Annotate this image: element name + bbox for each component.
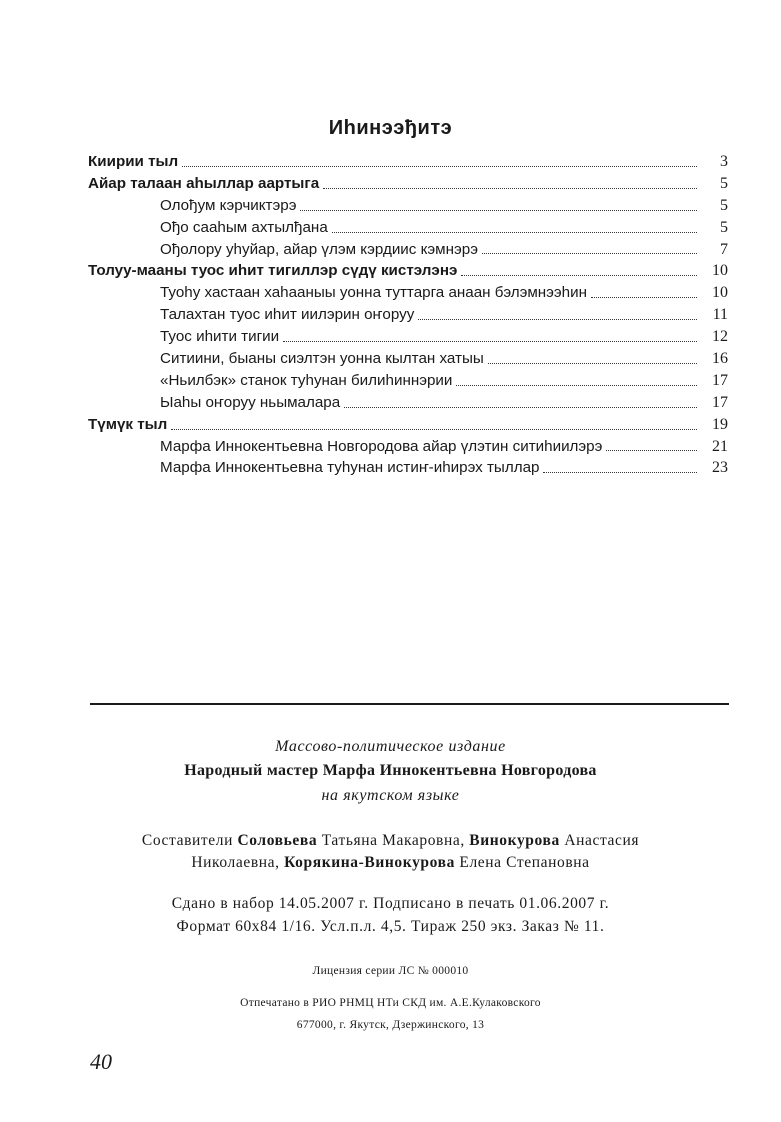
address-line: 677000, г. Якутск, Дзержинского, 13	[296, 1019, 485, 1031]
toc-entry-page: 10	[712, 284, 728, 302]
compiler-2-names: Анастасия	[564, 832, 640, 849]
printer-line: Отпечатано в РИО РНМЦ НТи СКД им. А.Е.Кулаковского	[240, 997, 541, 1009]
compiler-2-surname: Винокурова	[469, 832, 560, 849]
toc-entry-page: 17	[712, 371, 728, 389]
toc-entry-page: 3	[720, 153, 728, 170]
toc-entry-label: Туос иhити тигии	[160, 328, 280, 346]
toc-entry	[88, 219, 728, 241]
toc-entry-label: Түмүк тыл	[88, 415, 168, 433]
toc-entry	[88, 459, 728, 481]
page-number: 40	[90, 1049, 112, 1074]
toc-entry	[88, 306, 728, 328]
separator-rule	[90, 703, 729, 705]
edition-type: Массово-политическое издание	[275, 738, 506, 755]
toc-entry-label: Ыаhы оҥоруу ньымалара	[160, 393, 341, 411]
toc-dot-leader	[344, 406, 697, 408]
table-of-contents	[88, 153, 728, 481]
toc-dot-leader	[543, 471, 697, 473]
license-line: Лицензия серии ЛС № 000010	[312, 965, 469, 977]
book-title: Народный мастер Марфа Иннокентьевна Новгородова	[184, 762, 597, 779]
toc-entry	[88, 438, 728, 460]
compiler-3-surname: Корякина-Винокурова	[284, 854, 455, 871]
toc-entry	[88, 262, 728, 284]
toc-entry-label: «Ньилбэк» станок туhунан билиhиннэрии	[160, 371, 453, 389]
toc-entry	[88, 241, 728, 263]
compiler-3-names: Елена Степановна	[459, 854, 590, 871]
toc-dot-leader	[332, 231, 697, 233]
toc-entry-label: Ситиини, быаны сиэлтэн уонна кылтан хатыы	[160, 350, 484, 368]
toc-dot-leader	[323, 187, 697, 189]
compiler-1-names: Татьяна Макаровна,	[321, 832, 465, 849]
toc-dot-leader	[482, 252, 697, 254]
print-dates: Сдано в набор 14.05.2007 г. Подписано в печать 01.06.2007 г.	[171, 895, 610, 912]
toc-entry-page: 5	[720, 174, 728, 192]
compilers-line-1	[0, 832, 781, 850]
compilers-label: Составители	[141, 832, 233, 849]
compiler-1-surname: Соловьева	[237, 832, 318, 849]
toc-entry-label: Марфа Иннокентьевна Новгородова айар үлэтин ситиhиилэрэ	[160, 437, 603, 455]
compiler-2-patronymic: Николаевна,	[191, 854, 280, 871]
toc-entry-label: Талахтан туос иhит иилэрин оҥоруу	[160, 306, 415, 324]
toc-entry-label: Туоhу хастаан хаhааныы уонна туттарга анаан бэлэмнээhин	[160, 284, 587, 302]
toc-dot-leader	[418, 318, 697, 320]
toc-dot-leader	[606, 449, 697, 451]
toc-entry-label: Ођо сааhым ахтылђана	[160, 218, 328, 236]
toc-entry-page: 12	[712, 328, 728, 346]
toc-entry-label: Марфа Иннокентьевна туhунан истиҥ-иhирэх тыллар	[160, 459, 540, 477]
toc-entry-page: 21	[712, 437, 728, 455]
toc-entry-label: Олођум кэрчиктэрэ	[160, 196, 297, 214]
compilers-line-2	[0, 854, 781, 872]
toc-entry-page: 16	[712, 350, 728, 368]
toc-entry-page: 7	[720, 240, 728, 258]
toc-entry	[88, 175, 728, 197]
toc-entry	[88, 394, 728, 416]
toc-dot-leader	[300, 209, 697, 211]
toc-dot-leader	[456, 384, 697, 386]
toc-dot-leader	[488, 362, 697, 364]
toc-entry	[88, 153, 728, 175]
toc-entry	[88, 197, 728, 219]
toc-entry-label: Ођолору уhуйар, айар үлэм кэрдиис кэмнэрэ	[160, 240, 478, 258]
toc-entry	[88, 416, 728, 438]
toc-entry-page: 11	[712, 306, 728, 324]
toc-dot-leader	[283, 340, 697, 342]
toc-entry-page: 19	[712, 415, 728, 433]
toc-entry	[88, 284, 728, 306]
toc-dot-leader	[182, 165, 697, 167]
toc-entry-label: Толуу-мааны туос иhит тигиллэр сүдү кистэлэнэ	[88, 262, 458, 280]
toc-title: Иhинээђитэ	[328, 117, 453, 139]
toc-entry-page: 23	[712, 459, 728, 477]
toc-entry-label: Айар талаан аhыллар аартыга	[88, 174, 320, 192]
toc-entry-page: 5	[720, 196, 728, 214]
toc-dot-leader	[171, 428, 697, 430]
toc-entry	[88, 372, 728, 394]
toc-entry-page: 10	[712, 262, 728, 280]
toc-dot-leader	[591, 296, 697, 298]
toc-entry	[88, 328, 728, 350]
toc-dot-leader	[461, 274, 697, 276]
toc-entry-page: 5	[720, 218, 728, 236]
toc-entry	[88, 350, 728, 372]
language-note: на якутском языке	[321, 787, 460, 804]
toc-entry-label: Киирии тыл	[88, 153, 179, 170]
toc-entry-page: 17	[712, 393, 728, 411]
format-line: Формат 60x84 1/16. Усл.п.л. 4,5. Тираж 250 экз. Заказ № 11.	[176, 918, 605, 935]
